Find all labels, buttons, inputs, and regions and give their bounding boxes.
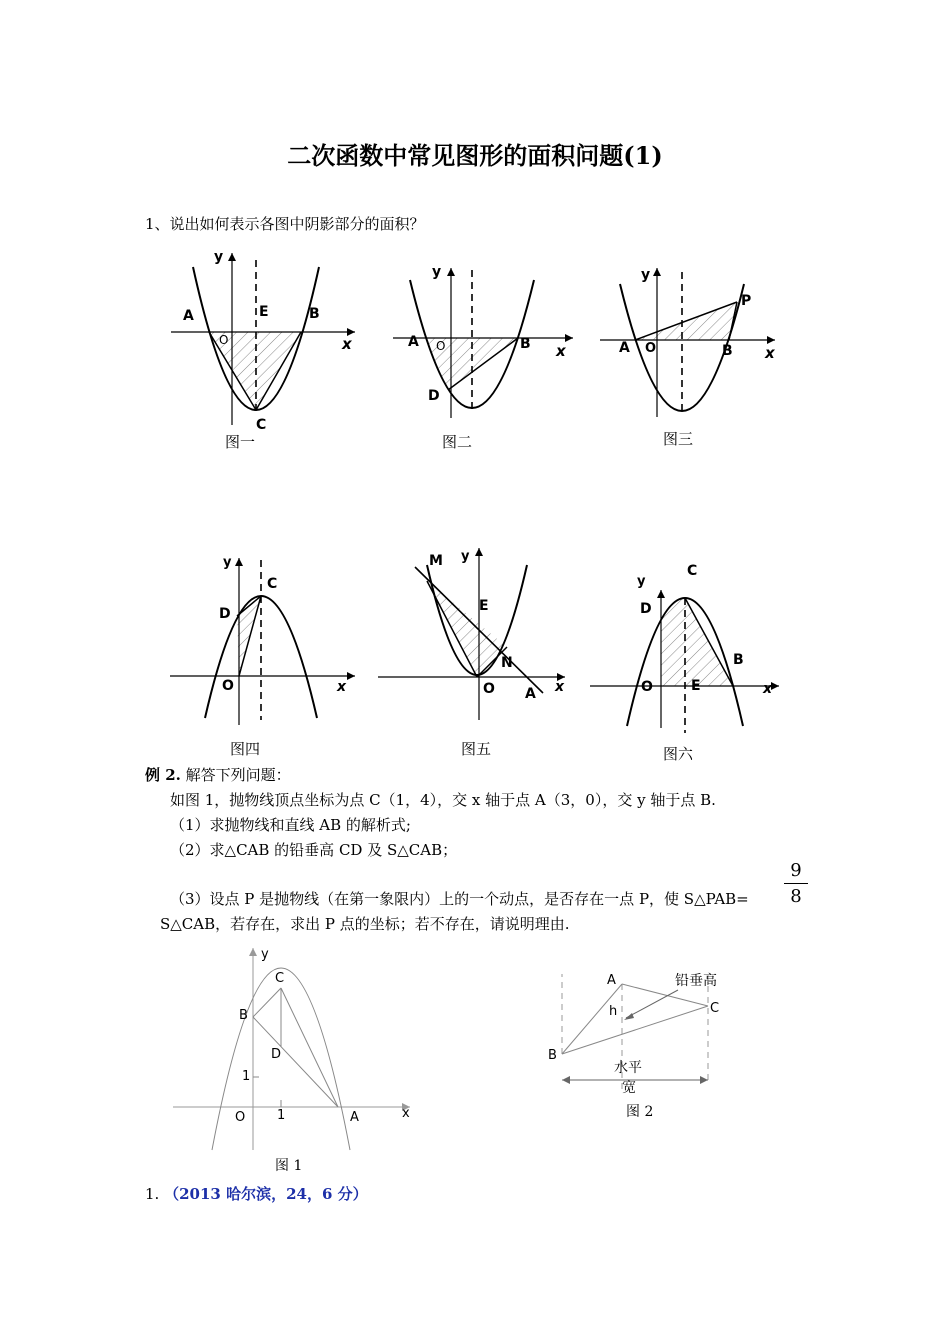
example-line-5: S△CAB，若存在，求出 P 点的坐标；若不存在，请说明理由. <box>160 915 570 933</box>
figure-1-caption: 图一 <box>225 433 256 451</box>
label-o: O <box>645 341 657 356</box>
example-line-4: （3）设点 P 是抛物线（在第一象限内）上的一个动点，是否存在一点 P，使 S△PAB= <box>170 890 749 908</box>
label-horizontal-2: 宽 <box>622 1080 636 1095</box>
label-x: x <box>337 679 347 695</box>
example-label: 例 2. <box>145 766 181 784</box>
fraction-9-8 <box>784 860 808 907</box>
label-m: M <box>429 553 443 569</box>
figure-3-caption: 图三 <box>663 430 694 448</box>
label-o: O <box>483 681 495 697</box>
label-y: y <box>214 249 224 265</box>
label-a: A <box>183 308 194 324</box>
label-c: C <box>710 1001 720 1016</box>
label-1x: 1 <box>277 1108 286 1123</box>
label-y: y <box>637 574 646 589</box>
footer-source: （2013 哈尔滨，24，6 分） <box>164 1185 368 1203</box>
figure-4-caption: 图四 <box>230 740 261 758</box>
label-o: O <box>222 678 234 694</box>
label-o: O <box>436 339 446 353</box>
label-x: x <box>402 1106 410 1121</box>
label-b: B <box>309 306 320 322</box>
figure-6-caption: 图六 <box>663 745 694 763</box>
label-a: A <box>350 1110 359 1125</box>
label-h: h <box>609 1004 618 1019</box>
label-o: O <box>219 333 229 347</box>
figure-1 <box>165 245 365 430</box>
example-line-2: （1）求抛物线和直线 AB 的解析式; <box>170 816 411 834</box>
label-b: B <box>239 1008 248 1023</box>
label-b: B <box>733 652 744 668</box>
label-y: y <box>261 947 269 962</box>
figure-6 <box>587 558 787 738</box>
fraction-numerator: 9 <box>790 860 802 881</box>
footer-problem <box>145 1183 368 1204</box>
label-y: y <box>641 267 651 283</box>
label-n: N <box>501 655 513 671</box>
figure-b2 <box>540 960 740 1095</box>
label-y: y <box>461 549 470 564</box>
figure-5 <box>375 545 575 725</box>
label-vertical: 铅垂高 <box>675 973 717 989</box>
label-e: E <box>691 678 701 694</box>
fraction-denominator: 8 <box>790 886 802 907</box>
figure-3 <box>595 262 790 422</box>
label-x: x <box>765 344 775 362</box>
figure-2-caption: 图二 <box>442 433 473 451</box>
label-e: E <box>479 598 489 614</box>
label-c: C <box>267 576 278 592</box>
example-intro: 解答下列问题： <box>185 766 291 784</box>
label-d: D <box>428 388 440 404</box>
label-x: x <box>763 681 773 697</box>
label-c: C <box>275 971 285 986</box>
label-x: x <box>556 342 566 360</box>
label-a: A <box>525 686 536 702</box>
label-y: y <box>223 555 232 570</box>
label-d: D <box>219 606 231 622</box>
figure-b2-caption: 图 2 <box>626 1104 654 1120</box>
label-a: A <box>619 340 630 356</box>
label-c: C <box>687 563 698 579</box>
footer-num: 1. <box>145 1185 160 1203</box>
figure-2 <box>388 260 578 420</box>
label-c: C <box>256 417 267 430</box>
example-line-3: （2）求△CAB 的铅垂高 CD 及 S△CAB； <box>170 841 458 859</box>
figure-4 <box>165 550 365 730</box>
label-d: D <box>640 601 652 617</box>
label-a: A <box>408 334 419 350</box>
label-a: A <box>607 973 616 988</box>
label-o: O <box>641 679 653 695</box>
label-horizontal-1: 水平 <box>614 1060 642 1076</box>
label-d: D <box>271 1047 282 1062</box>
label-1y: 1 <box>242 1069 251 1084</box>
label-b: B <box>722 343 733 359</box>
label-x: x <box>342 335 352 353</box>
label-p: P <box>741 293 752 309</box>
label-x: x <box>555 679 565 695</box>
page-title: 二次函数中常见图形的面积问题(1) <box>287 141 663 170</box>
example-line-1: 如图 1，抛物线顶点坐标为点 C（1，4），交 x 轴于点 A（3，0），交 y 轴于点 B. <box>170 791 716 809</box>
example-2-heading <box>145 764 291 785</box>
label-y: y <box>432 264 442 280</box>
figure-5-caption: 图五 <box>461 740 492 758</box>
label-b: B <box>548 1048 557 1063</box>
label-e: E <box>259 304 269 320</box>
figure-b1 <box>165 940 425 1155</box>
label-b: B <box>520 336 531 352</box>
figure-b1-caption: 图 1 <box>275 1158 303 1174</box>
label-o: O <box>235 1110 246 1125</box>
question-1: 1、说出如何表示各图中阴影部分的面积？ <box>145 215 425 233</box>
